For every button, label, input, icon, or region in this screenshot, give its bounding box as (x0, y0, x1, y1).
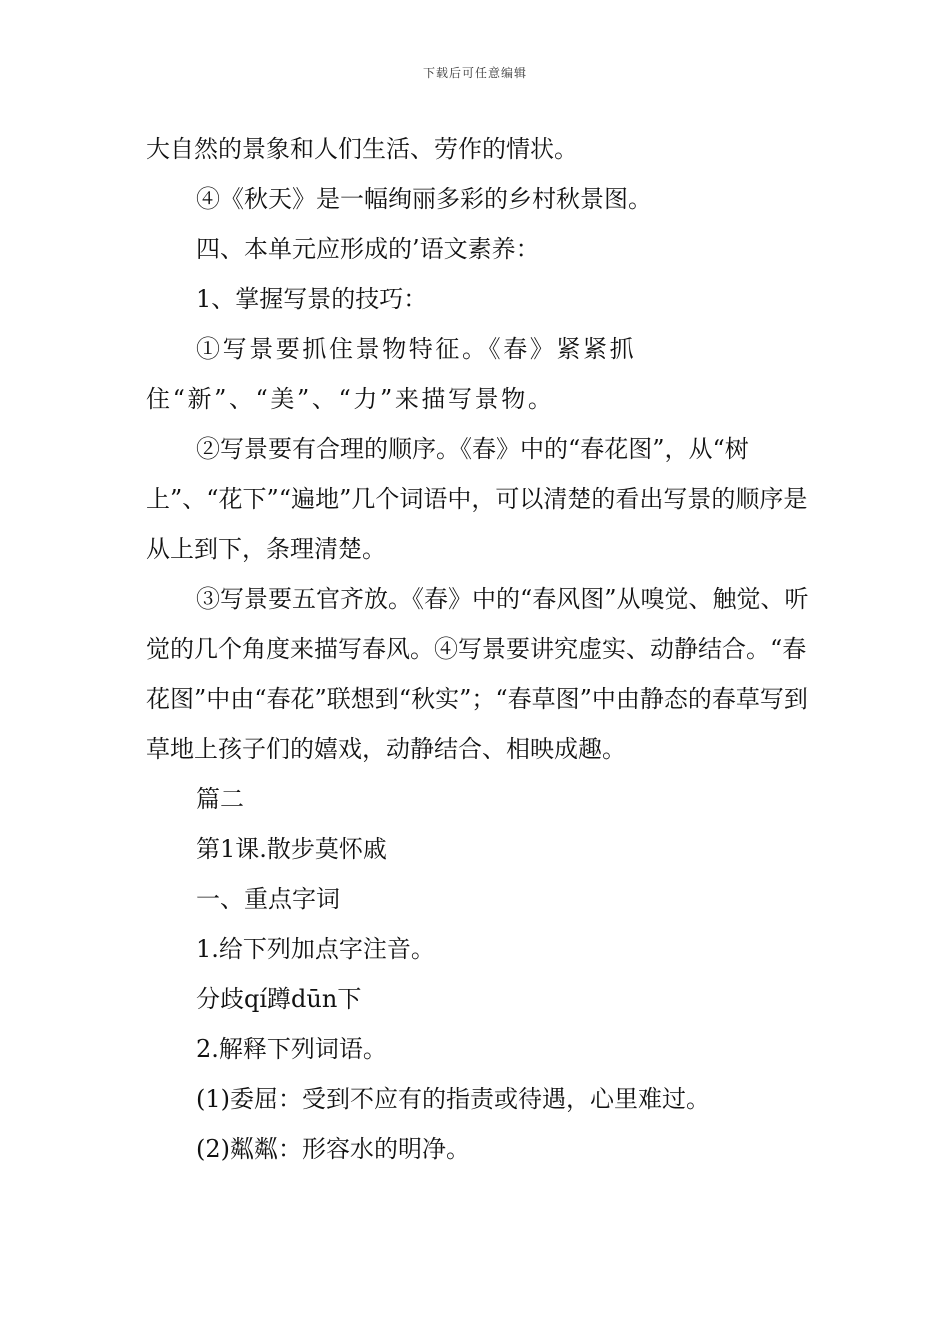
section-heading: 四、本单元应形成的’语文素养： (196, 235, 540, 263)
paragraph: ①写景要抓住景物特征。《春》紧紧抓住“新”、“美”、“力”来描写景物。 (146, 335, 637, 413)
question-item: 1.给下列加点字注音。 (196, 935, 435, 963)
definition-item: (1)委屈：受到不应有的指责或待遇，心里难过。 (196, 1085, 710, 1113)
section-heading: 一、重点字词 (196, 885, 340, 913)
page-header: 下载后可任意编辑 (422, 66, 527, 80)
definition-item: (2)粼粼：形容水的明净。 (196, 1135, 470, 1163)
paragraph: ②写景要有合理的顺序。《春》中的“春花图”，从“树上”、“花下”“遍地”几个词语中，可以清楚的看出写景的顺序是从上到下，条理清楚。 (146, 435, 808, 563)
paragraph: 大自然的景象和人们生活、劳作的情状。 (146, 135, 578, 163)
paragraph: ④《秋天》是一幅绚丽多彩的乡村秋景图。 (196, 185, 652, 213)
chapter-title: 篇二 (196, 785, 244, 813)
lesson-title: 第1课.散步莫怀戚 (196, 835, 387, 863)
paragraph: ③写景要五官齐放。《春》中的“春风图”从嗅觉、触觉、听觉的几个角度来描写春风。④写景要讲究虚实、动静结合。“春花图”中由“春花”联想到“秋实”；“春草图”中由静态的春草写到草地上孩子们的嬉戏，动静结合、相映成趣。 (146, 585, 809, 763)
question-item: 2.解释下列词语。 (196, 1035, 387, 1063)
pinyin-item: 分歧qí蹲dūn下 (196, 985, 362, 1013)
document-body (146, 124, 811, 1174)
subsection-heading: 1、掌握写景的技巧： (196, 285, 428, 313)
